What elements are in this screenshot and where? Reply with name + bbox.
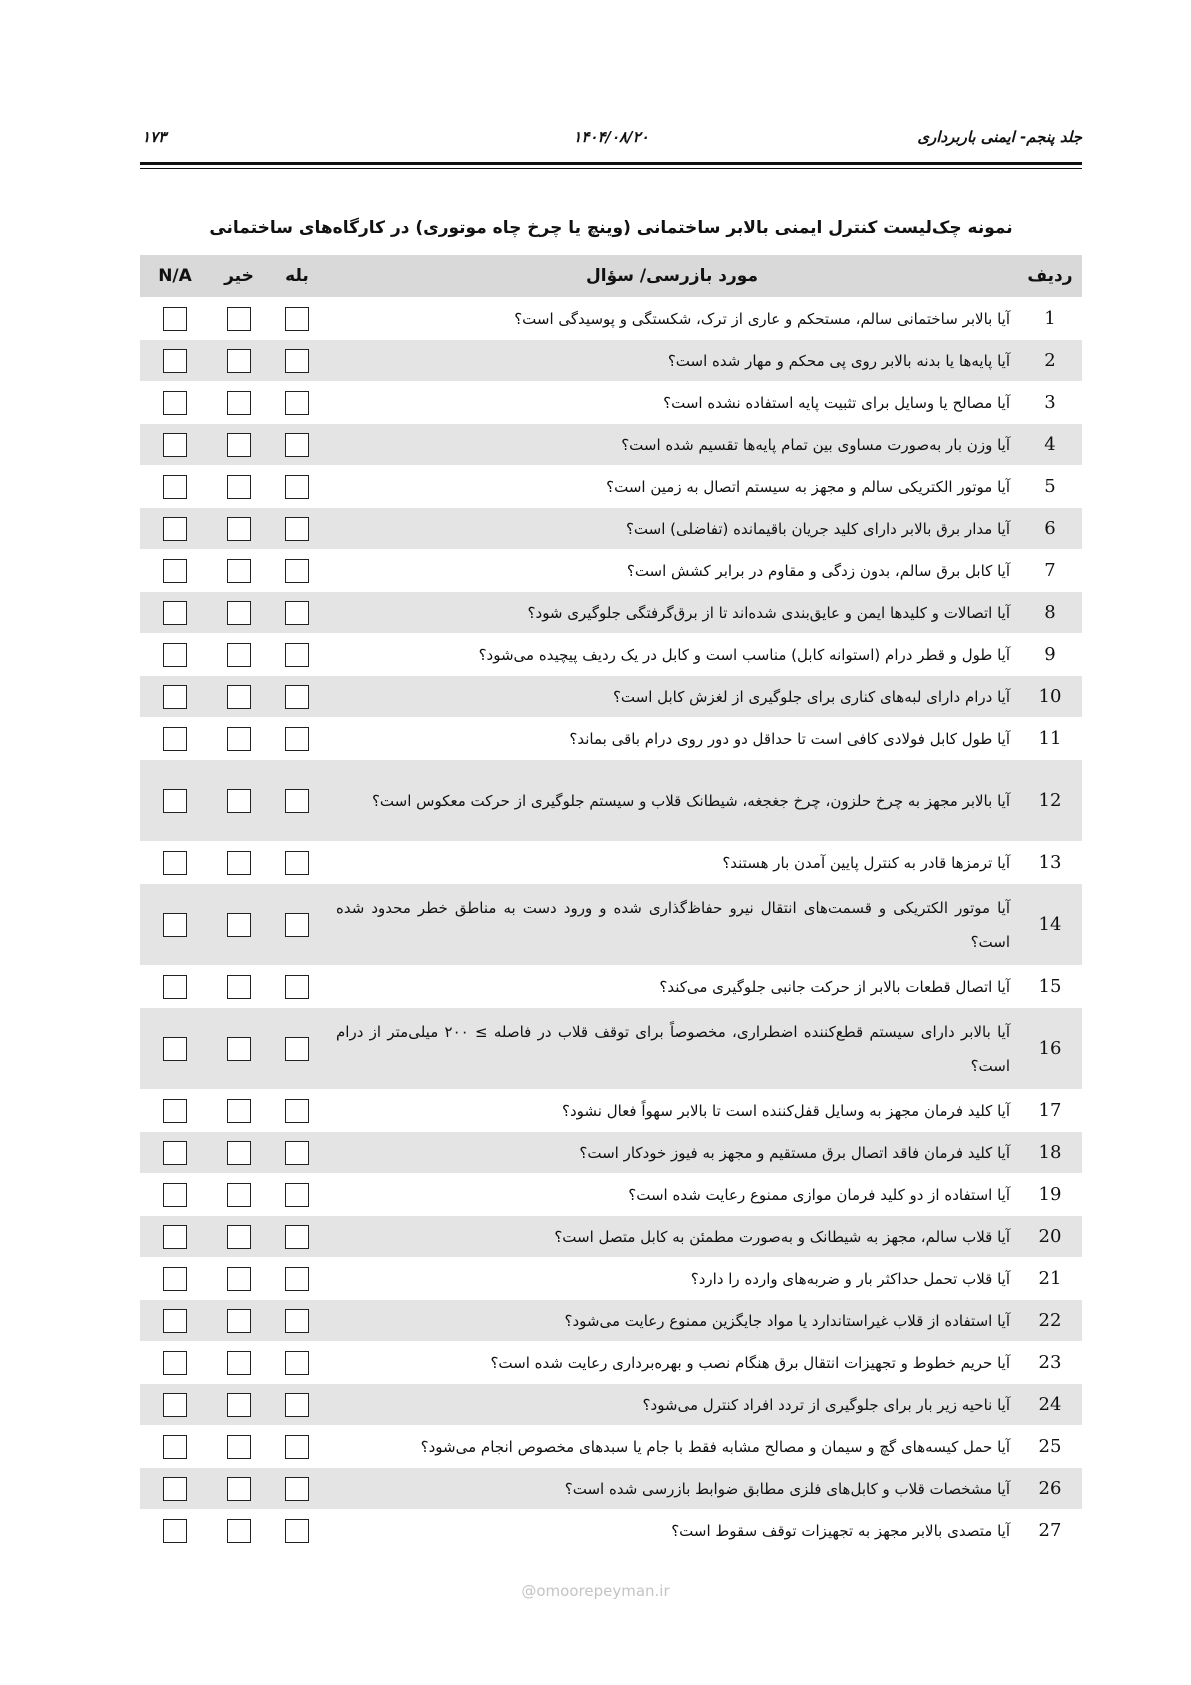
- cell-na: [140, 975, 210, 999]
- cell-na: [140, 913, 210, 937]
- table-row: [140, 1384, 1082, 1426]
- row-number: 16: [1038, 1038, 1062, 1059]
- cell-no: [210, 1519, 268, 1543]
- row-number: 25: [1038, 1436, 1062, 1457]
- question-text: آیا ناحیه زیر بار برای جلوگیری از تردد افراد کنترل می‌شود؟: [642, 1395, 1010, 1414]
- cell-yes: [268, 475, 326, 499]
- row-number: 13: [1038, 852, 1062, 873]
- table-row: [140, 1258, 1082, 1300]
- table-row: [140, 1426, 1082, 1468]
- header-rule-thick: [140, 162, 1082, 165]
- question-text: آیا قلاب سالم، مجهز به شیطانک و به‌صورت مطمئن به کابل متصل است؟: [554, 1227, 1010, 1246]
- checkbox-na[interactable]: [163, 307, 187, 331]
- cell-yes: [268, 685, 326, 709]
- checkbox-na[interactable]: [163, 1477, 187, 1501]
- cell-no: [210, 1393, 268, 1417]
- cell-yes: [268, 1519, 326, 1543]
- checkbox-yes[interactable]: [285, 727, 309, 751]
- cell-no: [210, 913, 268, 937]
- cell-no: [210, 1037, 268, 1061]
- cell-no: [210, 685, 268, 709]
- cell-no: [210, 851, 268, 875]
- cell-no: [210, 307, 268, 331]
- checkbox-yes[interactable]: [285, 1477, 309, 1501]
- question-text: آیا بالابر مجهز به چرخ حلزون، چرخ جغجغه، شیطانک قلاب و سیستم جلوگیری از حرکت معکوس است؟: [371, 791, 1010, 810]
- row-number: 22: [1038, 1310, 1062, 1331]
- checkbox-na[interactable]: [163, 1141, 187, 1165]
- checkbox-no[interactable]: [227, 475, 251, 499]
- row-number: 1: [1044, 308, 1056, 329]
- table-row: [140, 842, 1082, 884]
- checkbox-yes[interactable]: [285, 1435, 309, 1459]
- cell-no: [210, 349, 268, 373]
- row-number: 15: [1038, 976, 1062, 997]
- checkbox-yes[interactable]: [285, 307, 309, 331]
- question-text: آیا استفاده از قلاب غیراستاندارد یا مواد جایگزین ممنوع رعایت می‌شود؟: [564, 1311, 1010, 1330]
- cell-yes: [268, 559, 326, 583]
- checkbox-no[interactable]: [227, 851, 251, 875]
- cell-na: [140, 1099, 210, 1123]
- page-number: ۱۷۳: [142, 128, 167, 146]
- row-number: 27: [1038, 1520, 1062, 1541]
- cell-na: [140, 1183, 210, 1207]
- checkbox-na[interactable]: [163, 1183, 187, 1207]
- checkbox-na[interactable]: [163, 391, 187, 415]
- table-row: [140, 966, 1082, 1008]
- table-row: [140, 1342, 1082, 1384]
- row-number: 24: [1038, 1394, 1062, 1415]
- cell-yes: [268, 1099, 326, 1123]
- row-number: 8: [1044, 602, 1056, 623]
- checkbox-yes[interactable]: [285, 391, 309, 415]
- checkbox-yes[interactable]: [285, 789, 309, 813]
- checkbox-yes[interactable]: [285, 1141, 309, 1165]
- cell-na: [140, 1477, 210, 1501]
- cell-no: [210, 643, 268, 667]
- checkbox-no[interactable]: [227, 349, 251, 373]
- row-number: 11: [1038, 728, 1062, 749]
- table-row: [140, 1174, 1082, 1216]
- checkbox-na[interactable]: [163, 685, 187, 709]
- row-number: 14: [1038, 914, 1062, 935]
- cell-yes: [268, 851, 326, 875]
- question-text: آیا استفاده از دو کلید فرمان موازی ممنوع رعایت شده است؟: [628, 1185, 1010, 1204]
- header-rule-thin: [140, 168, 1082, 169]
- checkbox-na[interactable]: [163, 789, 187, 813]
- checkbox-no[interactable]: [227, 559, 251, 583]
- checklist-title: نمونه چک‌لیست کنترل ایمنی بالابر ساختمانی (وینچ یا چرخ چاه موتوری) در کارگاه‌های ساختمانی: [209, 218, 1013, 238]
- checkbox-yes[interactable]: [285, 1037, 309, 1061]
- question-text: آیا حریم خطوط و تجهیزات انتقال برق هنگام نصب و بهره‌برداری رعایت شده است؟: [490, 1353, 1010, 1372]
- checkbox-yes[interactable]: [285, 1225, 309, 1249]
- cell-yes: [268, 433, 326, 457]
- book-title: جلد پنجم- ایمنی باربرداری: [917, 128, 1082, 146]
- row-number: 4: [1044, 434, 1056, 455]
- cell-na: [140, 1141, 210, 1165]
- table-row: [140, 424, 1082, 466]
- checkbox-na[interactable]: [163, 643, 187, 667]
- question-text: آیا اتصال قطعات بالابر از حرکت جانبی جلوگیری می‌کند؟: [659, 977, 1010, 996]
- table-row: [140, 508, 1082, 550]
- row-number: 5: [1044, 476, 1056, 497]
- cell-no: [210, 433, 268, 457]
- question-text: آیا قلاب تحمل حداکثر بار و ضربه‌های وارده را دارد؟: [690, 1269, 1010, 1288]
- table-row: [140, 1008, 1082, 1090]
- cell-yes: [268, 1267, 326, 1291]
- checkbox-yes[interactable]: [285, 685, 309, 709]
- table-row: [140, 884, 1082, 966]
- checkbox-no[interactable]: [227, 1435, 251, 1459]
- cell-no: [210, 601, 268, 625]
- cell-na: [140, 433, 210, 457]
- cell-na: [140, 1309, 210, 1333]
- checkbox-yes[interactable]: [285, 643, 309, 667]
- checkbox-yes[interactable]: [285, 475, 309, 499]
- cell-yes: [268, 1435, 326, 1459]
- checkbox-na[interactable]: [163, 433, 187, 457]
- row-number: 26: [1038, 1478, 1062, 1499]
- cell-no: [210, 789, 268, 813]
- cell-na: [140, 1435, 210, 1459]
- checkbox-na[interactable]: [163, 1267, 187, 1291]
- table-row: [140, 340, 1082, 382]
- column-header-no: خیر: [224, 266, 254, 286]
- cell-no: [210, 1267, 268, 1291]
- watermark-text: @omoorepeyman.ir: [521, 1582, 670, 1600]
- cell-no: [210, 1351, 268, 1375]
- row-number: 7: [1044, 560, 1056, 581]
- checkbox-no[interactable]: [227, 1099, 251, 1123]
- cell-na: [140, 643, 210, 667]
- question-text: آیا کلید فرمان فاقد اتصال برق مستقیم و مجهز به فیوز خودکار است؟: [579, 1143, 1010, 1162]
- checkbox-na[interactable]: [163, 349, 187, 373]
- column-header-row: ردیف: [1027, 266, 1073, 286]
- row-number: 9: [1044, 644, 1056, 665]
- checkbox-na[interactable]: [163, 601, 187, 625]
- question-text: آیا مشخصات قلاب و کابل‌های فلزی مطابق ضوابط بازرسی شده است؟: [564, 1479, 1010, 1498]
- row-number: 6: [1044, 518, 1056, 539]
- table-row: [140, 676, 1082, 718]
- table-row: [140, 466, 1082, 508]
- cell-no: [210, 727, 268, 751]
- cell-na: [140, 349, 210, 373]
- checkbox-yes[interactable]: [285, 913, 309, 937]
- table-row: [140, 1216, 1082, 1258]
- cell-yes: [268, 643, 326, 667]
- cell-yes: [268, 1309, 326, 1333]
- checkbox-no[interactable]: [227, 1477, 251, 1501]
- table-row: [140, 550, 1082, 592]
- question-text: آیا مصالح یا وسایل برای تثبیت پایه استفاده نشده است؟: [663, 393, 1010, 412]
- question-text: آیا کلید فرمان مجهز به وسایل قفل‌کننده است تا بالابر سهواً فعال نشود؟: [562, 1101, 1010, 1120]
- checkbox-no[interactable]: [227, 1393, 251, 1417]
- cell-yes: [268, 1351, 326, 1375]
- row-number: 23: [1038, 1352, 1062, 1373]
- checkbox-no[interactable]: [227, 1225, 251, 1249]
- checkbox-yes[interactable]: [285, 1393, 309, 1417]
- cell-na: [140, 789, 210, 813]
- question-text: آیا موتور الکتریکی و قسمت‌های انتقال نیرو حفاظ‌گذاری شده و ورود دست به مناطق خطر محدود شده است؟: [336, 898, 1010, 951]
- cell-no: [210, 1099, 268, 1123]
- row-number: 17: [1038, 1100, 1062, 1121]
- checkbox-na[interactable]: [163, 1351, 187, 1375]
- checkbox-no[interactable]: [227, 601, 251, 625]
- cell-na: [140, 475, 210, 499]
- checkbox-no[interactable]: [227, 727, 251, 751]
- checkbox-na[interactable]: [163, 1309, 187, 1333]
- cell-no: [210, 1309, 268, 1333]
- row-number: 18: [1038, 1142, 1062, 1163]
- header-date: ۱۴۰۴/۰۸/۲۰: [573, 128, 649, 146]
- question-text: آیا درام دارای لبه‌های کناری برای جلوگیری از لغزش کابل است؟: [612, 687, 1010, 706]
- cell-na: [140, 559, 210, 583]
- checkbox-yes[interactable]: [285, 601, 309, 625]
- checkbox-yes[interactable]: [285, 433, 309, 457]
- checkbox-yes[interactable]: [285, 851, 309, 875]
- row-number: 21: [1038, 1268, 1062, 1289]
- cell-no: [210, 1141, 268, 1165]
- checkbox-yes[interactable]: [285, 1309, 309, 1333]
- row-number: 2: [1044, 350, 1056, 371]
- table-row: [140, 382, 1082, 424]
- table-row: [140, 1300, 1082, 1342]
- table-row: [140, 1090, 1082, 1132]
- cell-na: [140, 1267, 210, 1291]
- checkbox-no[interactable]: [227, 789, 251, 813]
- row-number: 10: [1038, 686, 1062, 707]
- checkbox-na[interactable]: [163, 1393, 187, 1417]
- cell-yes: [268, 307, 326, 331]
- checkbox-no[interactable]: [227, 1519, 251, 1543]
- cell-na: [140, 601, 210, 625]
- checkbox-no[interactable]: [227, 1037, 251, 1061]
- cell-na: [140, 1225, 210, 1249]
- checkbox-no[interactable]: [227, 913, 251, 937]
- checkbox-na[interactable]: [163, 1519, 187, 1543]
- checkbox-na[interactable]: [163, 517, 187, 541]
- page-header: [140, 128, 1082, 148]
- cell-yes: [268, 517, 326, 541]
- checkbox-no[interactable]: [227, 391, 251, 415]
- cell-na: [140, 1037, 210, 1061]
- question-text: آیا بالابر ساختمانی سالم، مستحکم و عاری از ترک، شکستگی و پوسیدگی است؟: [514, 309, 1010, 328]
- checkbox-yes[interactable]: [285, 1519, 309, 1543]
- checkbox-yes[interactable]: [285, 1099, 309, 1123]
- checkbox-yes[interactable]: [285, 975, 309, 999]
- cell-yes: [268, 975, 326, 999]
- cell-na: [140, 1351, 210, 1375]
- row-number: 12: [1038, 790, 1062, 811]
- checkbox-na[interactable]: [163, 851, 187, 875]
- table-header-row: [140, 255, 1082, 298]
- cell-na: [140, 685, 210, 709]
- question-text: آیا بالابر دارای سیستم قطع‌کننده اضطراری، مخصوصاً برای توقف قلاب در فاصله ≥ ۲۰۰ میلی‌متر از درام است؟: [336, 1022, 1010, 1075]
- checkbox-na[interactable]: [163, 1435, 187, 1459]
- checkbox-na[interactable]: [163, 559, 187, 583]
- question-text: آیا اتصالات و کلیدها ایمن و عایق‌بندی شده‌اند تا از برق‌گرفتگی جلوگیری شود؟: [527, 603, 1010, 622]
- checkbox-yes[interactable]: [285, 517, 309, 541]
- cell-na: [140, 727, 210, 751]
- checkbox-no[interactable]: [227, 643, 251, 667]
- checkbox-no[interactable]: [227, 685, 251, 709]
- cell-no: [210, 1477, 268, 1501]
- cell-yes: [268, 1225, 326, 1249]
- checkbox-no[interactable]: [227, 1351, 251, 1375]
- cell-no: [210, 559, 268, 583]
- checkbox-no[interactable]: [227, 1309, 251, 1333]
- checkbox-na[interactable]: [163, 1225, 187, 1249]
- question-text: آیا حمل کیسه‌های گچ و سیمان و مصالح مشابه فقط با جام یا سبدهای مخصوص انجام می‌شود؟: [420, 1437, 1010, 1456]
- checkbox-na[interactable]: [163, 913, 187, 937]
- cell-yes: [268, 789, 326, 813]
- checkbox-na[interactable]: [163, 1099, 187, 1123]
- table-row: [140, 760, 1082, 842]
- table-row: [140, 1132, 1082, 1174]
- question-text: آیا متصدی بالابر مجهز به تجهیزات توقف سقوط است؟: [671, 1521, 1010, 1540]
- cell-na: [140, 517, 210, 541]
- checkbox-na[interactable]: [163, 475, 187, 499]
- question-text: آیا پایه‌ها یا بدنه بالابر روی پی محکم و مهار شده است؟: [667, 351, 1010, 370]
- checkbox-na[interactable]: [163, 1037, 187, 1061]
- cell-no: [210, 391, 268, 415]
- question-text: آیا ترمزها قادر به کنترل پایین آمدن بار هستند؟: [722, 853, 1010, 872]
- checkbox-yes[interactable]: [285, 559, 309, 583]
- question-text: آیا طول کابل فولادی کافی است تا حداقل دو دور روی درام باقی بماند؟: [569, 729, 1010, 748]
- table-row: [140, 718, 1082, 760]
- cell-no: [210, 517, 268, 541]
- cell-no: [210, 975, 268, 999]
- column-header-question: مورد بازرسی/ سؤال: [586, 266, 758, 286]
- cell-yes: [268, 1393, 326, 1417]
- checkbox-no[interactable]: [227, 433, 251, 457]
- checkbox-no[interactable]: [227, 1183, 251, 1207]
- question-text: آیا کابل برق سالم، بدون زدگی و مقاوم در برابر کشش است؟: [626, 561, 1010, 580]
- cell-yes: [268, 349, 326, 373]
- table-row: [140, 592, 1082, 634]
- cell-na: [140, 307, 210, 331]
- cell-yes: [268, 1037, 326, 1061]
- question-text: آیا موتور الکتریکی سالم و مجهز به سیستم اتصال به زمین است؟: [606, 477, 1010, 496]
- cell-no: [210, 475, 268, 499]
- column-header-na: N/A: [158, 266, 192, 286]
- cell-na: [140, 391, 210, 415]
- checklist-table: [140, 255, 1082, 1552]
- cell-no: [210, 1183, 268, 1207]
- cell-yes: [268, 1477, 326, 1501]
- checkbox-no[interactable]: [227, 1267, 251, 1291]
- row-number: 20: [1038, 1226, 1062, 1247]
- checkbox-na[interactable]: [163, 975, 187, 999]
- checkbox-yes[interactable]: [285, 1351, 309, 1375]
- checkbox-yes[interactable]: [285, 1183, 309, 1207]
- table-row: [140, 634, 1082, 676]
- row-number: 3: [1044, 392, 1056, 413]
- table-row: [140, 298, 1082, 340]
- cell-yes: [268, 1141, 326, 1165]
- cell-yes: [268, 727, 326, 751]
- cell-no: [210, 1225, 268, 1249]
- cell-yes: [268, 391, 326, 415]
- cell-yes: [268, 1183, 326, 1207]
- checkbox-no[interactable]: [227, 517, 251, 541]
- checkbox-no[interactable]: [227, 1141, 251, 1165]
- table-row: [140, 1468, 1082, 1510]
- checkbox-yes[interactable]: [285, 349, 309, 373]
- checkbox-no[interactable]: [227, 975, 251, 999]
- column-header-yes: بله: [285, 266, 309, 286]
- cell-yes: [268, 601, 326, 625]
- checkbox-na[interactable]: [163, 727, 187, 751]
- row-number: 19: [1038, 1184, 1062, 1205]
- checkbox-no[interactable]: [227, 307, 251, 331]
- cell-na: [140, 851, 210, 875]
- cell-na: [140, 1393, 210, 1417]
- cell-na: [140, 1519, 210, 1543]
- question-text: آیا وزن بار به‌صورت مساوی بین تمام پایه‌ها تقسیم شده است؟: [621, 435, 1010, 454]
- cell-no: [210, 1435, 268, 1459]
- checkbox-yes[interactable]: [285, 1267, 309, 1291]
- cell-yes: [268, 913, 326, 937]
- question-text: آیا طول و قطر درام (استوانه کابل) مناسب است و کابل در یک ردیف پیچیده می‌شود؟: [478, 645, 1010, 664]
- question-text: آیا مدار برق بالابر دارای کلید جریان باقیمانده (تفاضلی) است؟: [625, 519, 1010, 538]
- table-row: [140, 1510, 1082, 1552]
